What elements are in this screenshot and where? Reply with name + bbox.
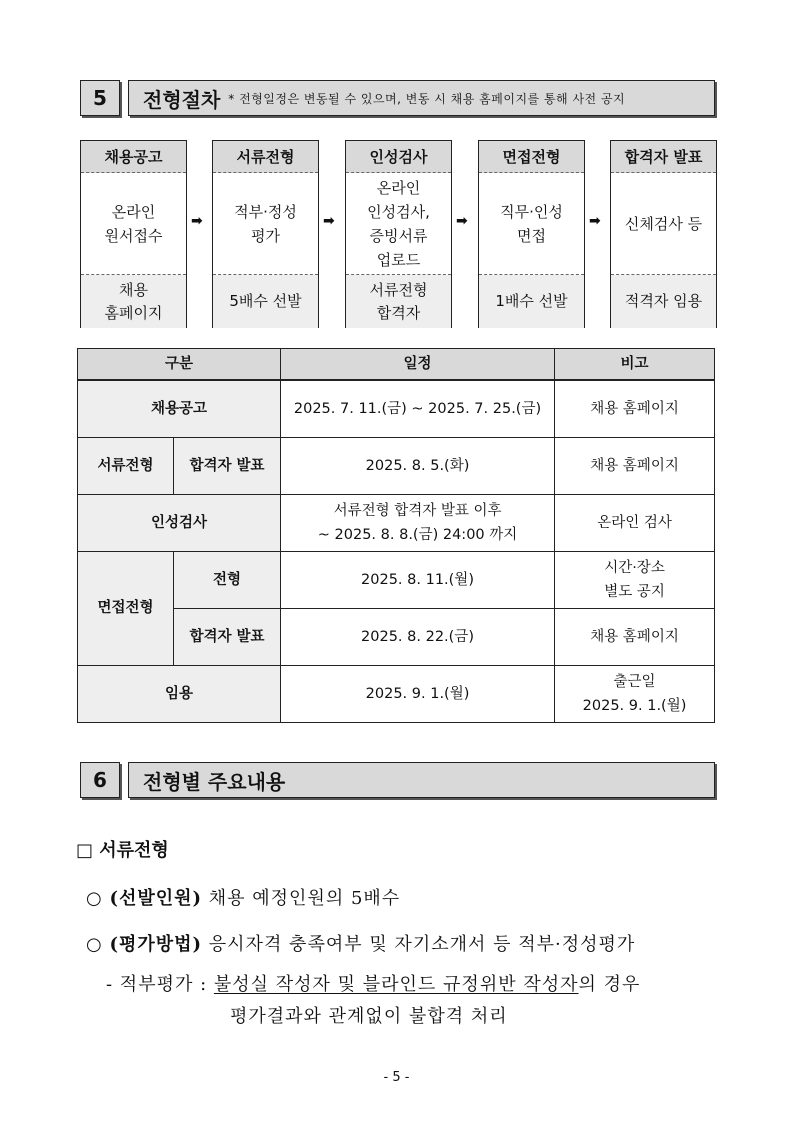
row-date: 2025. 9. 1.(월) — [281, 665, 555, 722]
flow-step-personality-test — [345, 140, 452, 328]
flow-step-head: 채용공고 — [81, 141, 186, 173]
row-group-label: 서류전형 — [78, 437, 174, 494]
row-note: 채용 홈페이지 — [555, 380, 715, 437]
row-date: 2025. 8. 22.(금) — [281, 608, 555, 665]
flow-step-foot: 서류전형 합격자 — [346, 275, 451, 328]
detail-line — [106, 970, 640, 996]
row-date: 2025. 7. 11.(금) ~ 2025. 7. 25.(금) — [281, 380, 555, 437]
schedule-table — [77, 348, 715, 723]
row-date: 2025. 8. 5.(화) — [281, 437, 555, 494]
section-5-number — [80, 80, 120, 116]
detail-underlined-text: 불성실 작성자 및 블라인드 규정위반 작성자 — [213, 974, 579, 995]
table-row — [78, 608, 715, 665]
section-title: 전형절차 — [143, 87, 221, 112]
row-label: 임용 — [78, 665, 281, 722]
flow-step-document-screening — [212, 140, 319, 328]
flow-step-body: 신체검사 등 — [611, 173, 716, 275]
detail-suffix: 의 경우 — [578, 974, 641, 995]
row-note: 출근일 2025. 9. 1.(월) — [555, 665, 715, 722]
bullet-marker: ○ — [86, 934, 103, 955]
flow-step-foot: 1배수 선발 — [479, 275, 584, 328]
flow-step-foot: 5배수 선발 — [213, 275, 318, 328]
row-date: 2025. 8. 11.(월) — [281, 551, 555, 608]
page-number: - 5 - — [383, 1070, 410, 1085]
table-row — [78, 665, 715, 722]
row-note: 채용 홈페이지 — [555, 437, 715, 494]
table-row — [78, 380, 715, 437]
row-note: 시간·장소 별도 공지 — [555, 551, 715, 608]
header-schedule: 일정 — [281, 349, 555, 381]
list-item — [86, 930, 635, 956]
bullet-marker: ○ — [86, 888, 103, 909]
schedule-change-note: * 전형일정은 변동될 수 있으며, 변동 시 채용 홈페이지를 통해 사전 공지 — [228, 91, 626, 106]
table-row — [78, 494, 715, 551]
row-label: 인성검사 — [78, 494, 281, 551]
detail-prefix: - 적부평가 : — [106, 974, 208, 995]
row-label: 채용공고 — [78, 380, 281, 437]
section-6-title-bar — [128, 762, 715, 798]
flow-arrow-icon: ➡ — [191, 213, 203, 229]
row-date: 서류전형 합격자 발표 이후 ~ 2025. 8. 8.(금) 24:00 까지 — [281, 494, 555, 551]
section-6-number — [80, 762, 120, 798]
item-label: (평가방법) — [109, 934, 203, 955]
list-item — [86, 884, 400, 910]
flow-step-announcement — [80, 140, 187, 328]
header-note: 비고 — [555, 349, 715, 381]
flow-step-head: 면접전형 — [479, 141, 584, 173]
row-group-label: 면접전형 — [78, 551, 174, 665]
subsection-heading: □ 서류전형 — [76, 840, 169, 861]
flow-step-body: 직무·인성 면접 — [479, 173, 584, 275]
row-sub-label: 합격자 발표 — [174, 608, 281, 665]
item-text: 채용 예정인원의 5배수 — [208, 888, 401, 909]
row-note: 온라인 검사 — [555, 494, 715, 551]
item-text: 응시자격 충족여부 및 자기소개서 등 적부·정성평가 — [208, 934, 636, 955]
section-number-text: 5 — [93, 86, 107, 110]
table-header-row — [78, 349, 715, 381]
flow-step-head: 서류전형 — [213, 141, 318, 173]
table-row — [78, 437, 715, 494]
flow-step-body: 온라인 원서접수 — [81, 173, 186, 275]
detail-line-continuation: 평가결과와 관계없이 불합격 처리 — [230, 1006, 508, 1027]
flow-step-body: 온라인 인성검사, 증빙서류 업로드 — [346, 173, 451, 275]
flow-step-interview — [478, 140, 585, 328]
flow-step-head: 합격자 발표 — [611, 141, 716, 173]
flow-arrow-icon: ➡ — [323, 213, 335, 229]
section-title: 전형별 주요내용 — [143, 769, 286, 794]
row-note: 채용 홈페이지 — [555, 608, 715, 665]
header-category: 구분 — [78, 349, 281, 381]
flow-step-head: 인성검사 — [346, 141, 451, 173]
flow-step-foot: 채용 홈페이지 — [81, 275, 186, 328]
item-label: (선발인원) — [109, 888, 203, 909]
table-row — [78, 551, 715, 608]
section-number-text: 6 — [93, 768, 107, 792]
row-sub-label: 전형 — [174, 551, 281, 608]
flow-step-foot: 적격자 임용 — [611, 275, 716, 328]
row-sub-label: 합격자 발표 — [174, 437, 281, 494]
section-5-title-bar — [128, 80, 715, 116]
flow-step-body: 적부·정성 평가 — [213, 173, 318, 275]
flow-arrow-icon: ➡ — [589, 213, 601, 229]
flow-step-announcement-of-results — [610, 140, 717, 328]
flow-arrow-icon: ➡ — [456, 213, 468, 229]
